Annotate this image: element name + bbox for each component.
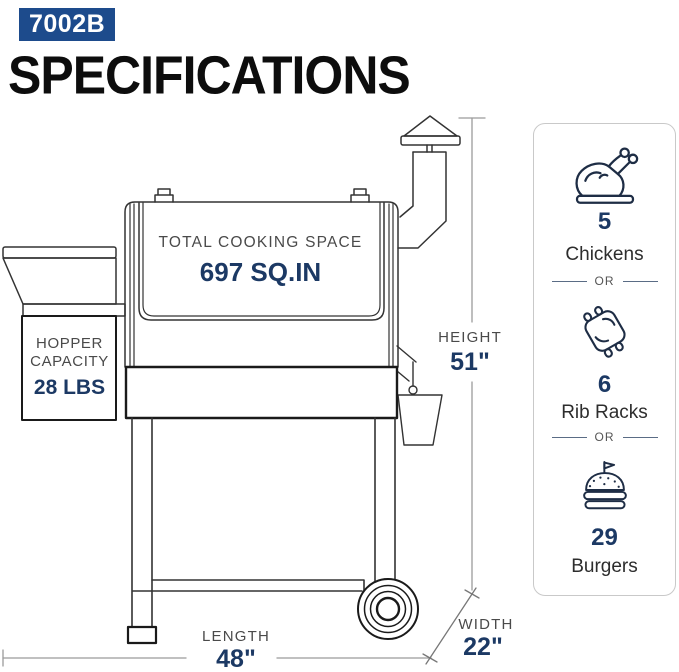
cooking-space-value: 697 SQ.IN bbox=[199, 257, 322, 287]
cooking-space-label: TOTAL COOKING SPACE bbox=[158, 234, 363, 251]
hopper-capacity-label bbox=[24, 335, 115, 371]
divider-or-1 bbox=[534, 274, 675, 288]
width-label: WIDTH bbox=[458, 616, 514, 633]
hopper-label-line2: CAPACITY bbox=[30, 353, 109, 370]
length-label: LENGTH bbox=[201, 628, 271, 645]
divider-line bbox=[552, 437, 587, 438]
cart-frame bbox=[126, 367, 397, 643]
height-label: HEIGHT bbox=[438, 329, 502, 346]
rib-rack-count: 6 bbox=[597, 371, 612, 398]
chimney bbox=[398, 116, 460, 248]
hopper-capacity-value: 28 LBS bbox=[33, 376, 106, 399]
length-value: 48" bbox=[216, 645, 256, 672]
divider-or-label: OR bbox=[594, 274, 615, 288]
divider-line bbox=[623, 281, 658, 282]
capacity-panel bbox=[533, 123, 676, 596]
rib-rack-label: Rib Racks bbox=[561, 402, 648, 423]
height-value: 51" bbox=[450, 348, 490, 376]
wheel bbox=[358, 579, 418, 639]
chicken-count: 5 bbox=[597, 208, 612, 235]
divider-line bbox=[552, 281, 587, 282]
burger-label: Burgers bbox=[571, 556, 638, 577]
divider-line bbox=[623, 437, 658, 438]
rib-rack-icon bbox=[534, 296, 675, 366]
model-badge: 7002B bbox=[19, 8, 115, 41]
burger-count: 29 bbox=[591, 524, 618, 551]
hopper-label-line1: HOPPER bbox=[36, 335, 103, 352]
page-title: SPECIFICATIONS bbox=[8, 45, 410, 106]
burger-icon bbox=[534, 460, 675, 520]
chicken-icon bbox=[534, 146, 675, 208]
divider-or-label: OR bbox=[594, 430, 615, 444]
width-value: 22" bbox=[463, 633, 503, 661]
divider-or-2 bbox=[534, 430, 675, 444]
chicken-label: Chickens bbox=[565, 244, 644, 265]
